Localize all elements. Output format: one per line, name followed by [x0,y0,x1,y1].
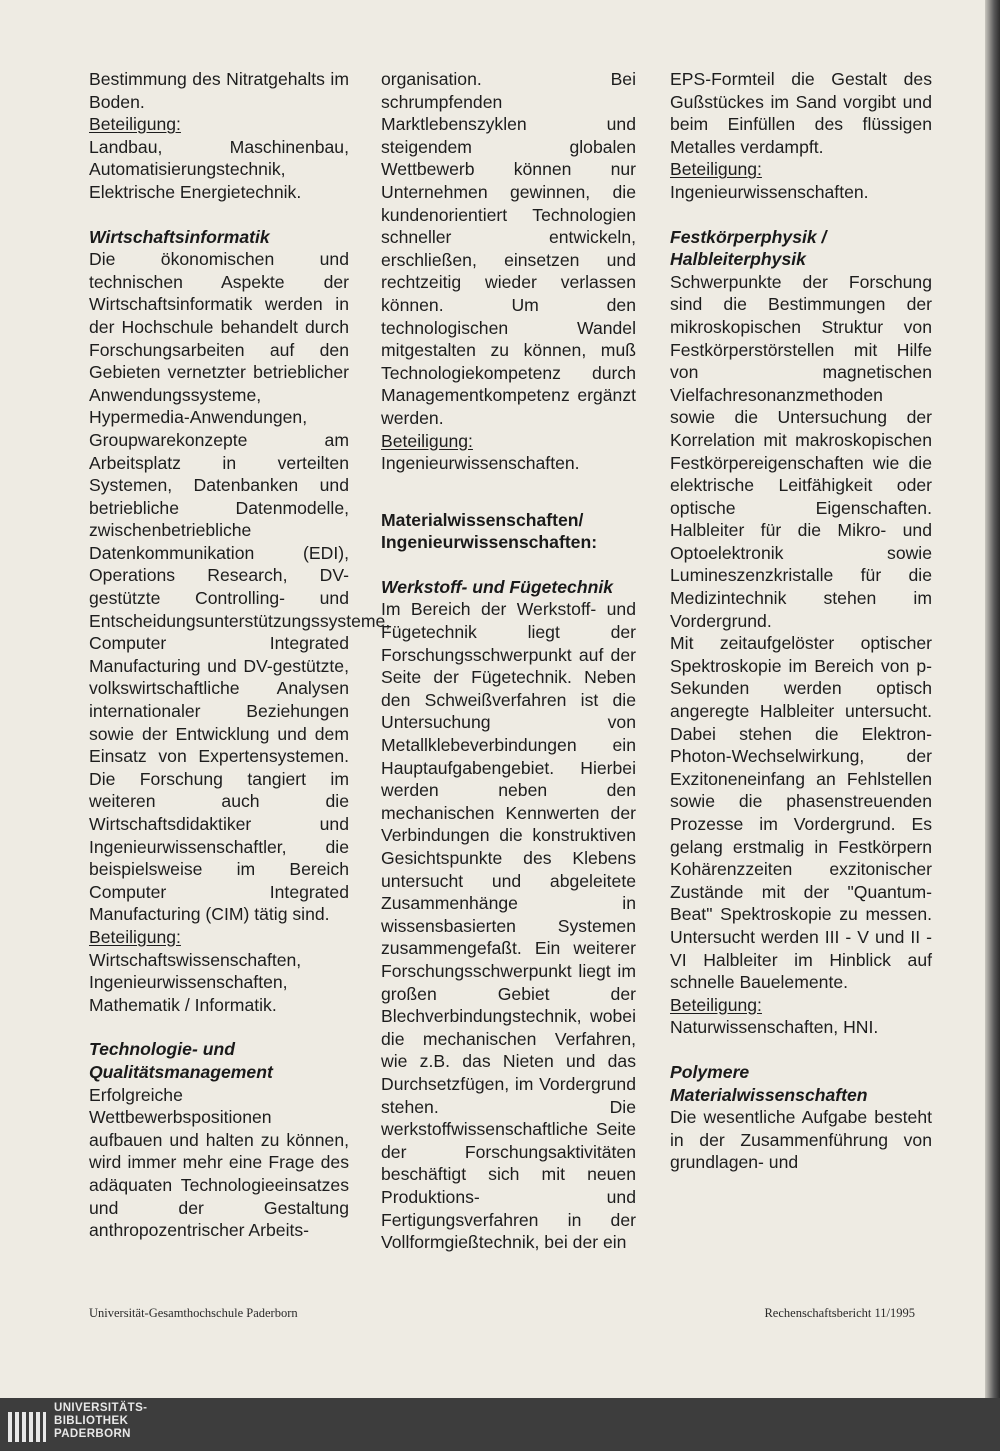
footer-report: Rechenschaftsbericht 11/1995 [764,1306,915,1320]
col1-intro: Bestimmung des Nitratgehalts im Boden. [89,69,349,112]
beteiligung-label: Beteiligung: [381,430,473,451]
column-3 [670,68,932,1174]
library-line-1: UNIVERSITÄTS- [54,1402,148,1414]
col1-beteiligung-label [89,113,349,136]
heading-festkoerperphysik: Festkörperphysik / Halbleiterphysik [670,226,827,270]
col2-continuation-text: organisation. Bei schrumpfenden Marktlebenszyklen und steigendem globalen Wettbewerb können nur Unternehmen gewinnen, die kundenorientiert Technologien schneller entwickeln, erschließen, einsetzen und rechtzeitig wieder verlassen können. Um den technologischen Wandel mitgestalten zu können, muß Technologiekompetenz durch Managementkompetenz ergänzt werden. [381,69,636,428]
page-edge-shadow [985,0,1000,1398]
column-1 [89,68,391,1242]
festkoerper-text-2: Mit zeitaufgelöster optischer Spektroskopie im Bereich von p-Sekunden werden optisch angeregte Halbleiter untersucht. Dabei stehen die Elektron-Photon-Wechselwirkung, der Exzitoneneinfang an Fehlstellen sowie die phasenstreuenden Prozesse im Vordergrund. Es gelang erstmalig in Festkörpern Kohärenzzeiten exzitonischer Zustände mit der "Quantum-Beat" Spektroskopie zu messen. Untersucht werden III - V und II - VI Halbleiter im Hinblick auf schnelle Bauelemente. [670,633,932,993]
library-logo-icon [6,1404,48,1446]
beteiligung-label: Beteiligung: [670,994,762,1015]
col3-beteiligung-text: Ingenieurwissenschaften. [670,181,869,202]
col3-beteiligung-label-line [670,158,932,181]
library-line-2: BIBLIOTHEK [54,1415,129,1427]
heading-wirtschaftsinformatik: Wirtschaftsinformatik [89,226,270,247]
footer-university: Universität-Gesamthochschule Paderborn [89,1306,298,1320]
fk-beteiligung-label-line [670,994,932,1017]
heading-werkstoff-fuegetechnik: Werkstoff- und Fügetechnik [381,576,613,597]
col3-continuation-text: EPS-Formteil die Gestalt des Gußstückes im Sand vorgibt und beim Einfüllen des flüssigen Metalles verdampft. [670,69,932,157]
wi-beteiligung-text: Wirtschaftswissenschaften, Ingenieurwissenschaften, Mathematik / Informatik. [89,949,302,1015]
festkoerper-text-1: Schwerpunkte der Forschung sind die Bestimmungen der mikroskopischen Struktur von Festkörperstörstellen mit Hilfe von magnetischen Vielfachresonanzmethoden sowie die Untersuchung der Korrelation mit makroskopischen Festkörpereigenschaften wie die elektrische Leitfähigkeit oder optische Eigenschaften. Halbleiter für die Mikro- und Optoelektronik sowie Lumineszenzkristalle für die Medizintechnik stehen im Vordergrund. [670,271,932,631]
col2-beteiligung-label-line [381,430,636,453]
library-name [54,1402,147,1441]
beteiligung-label: Beteiligung: [670,159,762,180]
column-2 [381,68,636,1254]
werkstoff-text: Im Bereich der Werkstoff- und Fügetechnik liegt der Forschungsschwerpunkt auf der Seite der Fügetechnik. Neben den Schweißverfahren ist die Untersuchung von Metallklebeverbindungen ein Hauptaufgabengebiet. Hierbei werden neben den mechanischen Kennwerten der Verbindungen die konstruktiven Gesichtspunkte des Klebens untersucht und abgeleitete Zusammenhänge in wissensbasierten Systemen zusammengefaßt. Ein weiterer Forschungsschwerpunkt liegt im großen Gebiet der Blechverbindungstechnik, wobei die mechanischen Verfahren, wie z.B. das Nieten und das Durchsetzfügen, im Vordergrund stehen. Die werkstoffwissenschaftliche Seite der Forschungsaktivitäten beschäftigt sich mit neuen Produktions- und Fertigungsverfahren in der Vollformgießtechnik, bei der ein [381,599,636,1253]
technologie-text: Erfolgreiche Wettbewerbspositionen aufbauen und halten zu können, wird immer mehr eine Frage des adäquaten Technologieeinsatzes und der Gestaltung anthropozentrischer Arbeits- [89,1084,349,1241]
col2-beteiligung-text: Ingenieurwissenschaften. [381,453,580,474]
heading-polymere-materialwissenschaften: Polymere Materialwissenschaften [670,1061,868,1105]
heading-technologie-qualitaetsmanagement: Technologie- und Qualitätsmanagement [89,1039,273,1082]
polymere-text: Die wesentliche Aufgabe besteht in der Zusammenführung von grundlagen- und [670,1107,932,1173]
heading-materialwissenschaften: Materialwissenschaften/ Ingenieurwissenschaften: [381,509,598,553]
beteiligung-label: Beteiligung: [89,114,181,135]
fk-beteiligung-text: Naturwissenschaften, HNI. [670,1017,879,1038]
library-bar [0,1398,1000,1451]
beteiligung-label: Beteiligung: [89,926,181,947]
wirtschaftsinformatik-text: Die ökonomischen und technischen Aspekte der Wirtschaftsinformatik werden in der Hochschule behandelt durch Forschungsarbeiten auf den Gebieten vernetzter betrieblicher Anwendungssysteme, Hypermedia-Anwendungen, Groupwarekonzepte am Arbeitsplatz in verteilten Systemen, Datenbanken und betriebliche Datenmodelle, zwischenbetriebliche Datenkommunikation (EDI), Operations Research, DV-gestützte Controlling- und Entscheidungsunterstützungssysteme, Computer Integrated Manufacturing und DV-gestützte, volkswirtschaftliche Analysen internationaler Beziehungen sowie der Entwicklung und dem Einsatz von Expertensystemen. Die Forschung tangiert im weiteren auch die Wirtschaftsdidaktiker und Ingenieurwissenschaftler, die beispielsweise im Bereich Computer Integrated Manufacturing (CIM) tätig sind. [89,249,391,925]
library-line-3: PADERBORN [54,1428,131,1440]
wi-beteiligung-label-line [89,926,349,949]
col1-beteiligung-text: Landbau, Maschinenbau, Automatisierungstechnik, Elektrische Energietechnik. [89,136,349,202]
